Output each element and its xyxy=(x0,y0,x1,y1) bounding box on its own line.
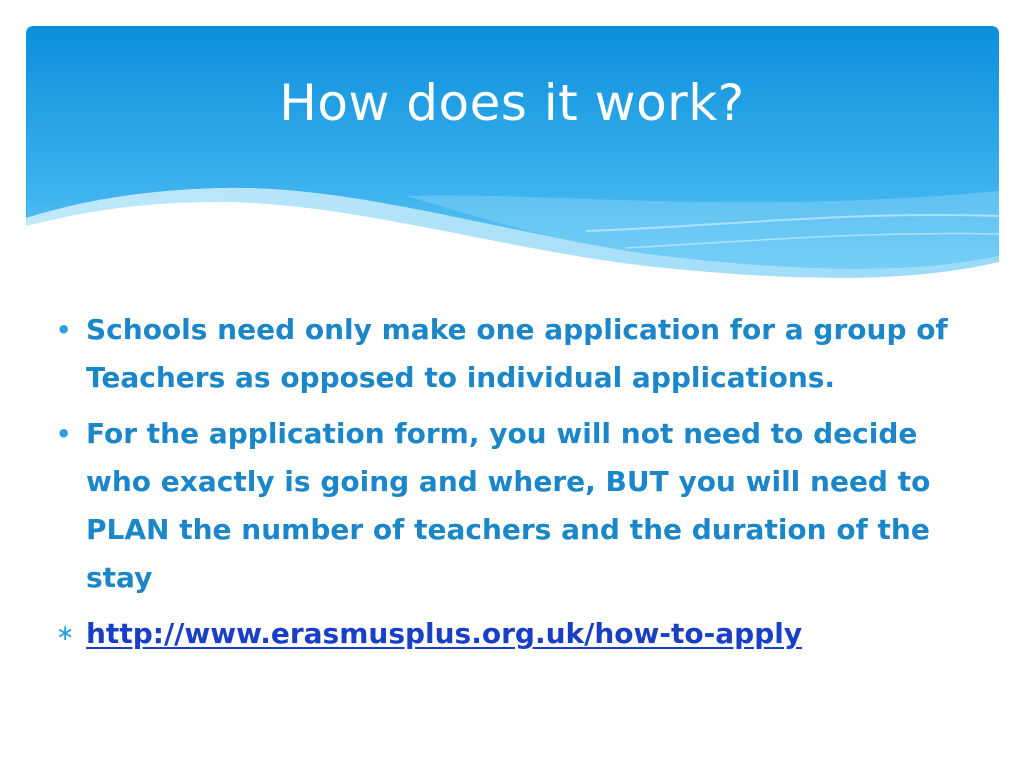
bullet-text: Schools need only make one application for a group of Teachers as opposed to individual applications. xyxy=(86,313,948,394)
bullet-dot-icon: • xyxy=(56,420,72,448)
wave-banner-graphic xyxy=(26,26,999,286)
bullet-item xyxy=(56,410,956,602)
bullet-text: For the application form, you will not need to decide who exactly is going and where, BUT you will need to PLAN the number of teachers and the duration of the stay xyxy=(86,417,931,594)
erasmus-apply-link[interactable]: http://www.erasmusplus.org.uk/how-to-apply xyxy=(86,617,803,650)
asterisk-bullet-icon: ∗ xyxy=(56,621,75,646)
slide-title: How does it work? xyxy=(279,74,745,132)
link-item xyxy=(56,610,956,658)
bullet-dot-icon: • xyxy=(56,316,72,344)
header-banner xyxy=(26,26,999,286)
bullet-list xyxy=(56,306,956,666)
bullet-item xyxy=(56,306,956,402)
